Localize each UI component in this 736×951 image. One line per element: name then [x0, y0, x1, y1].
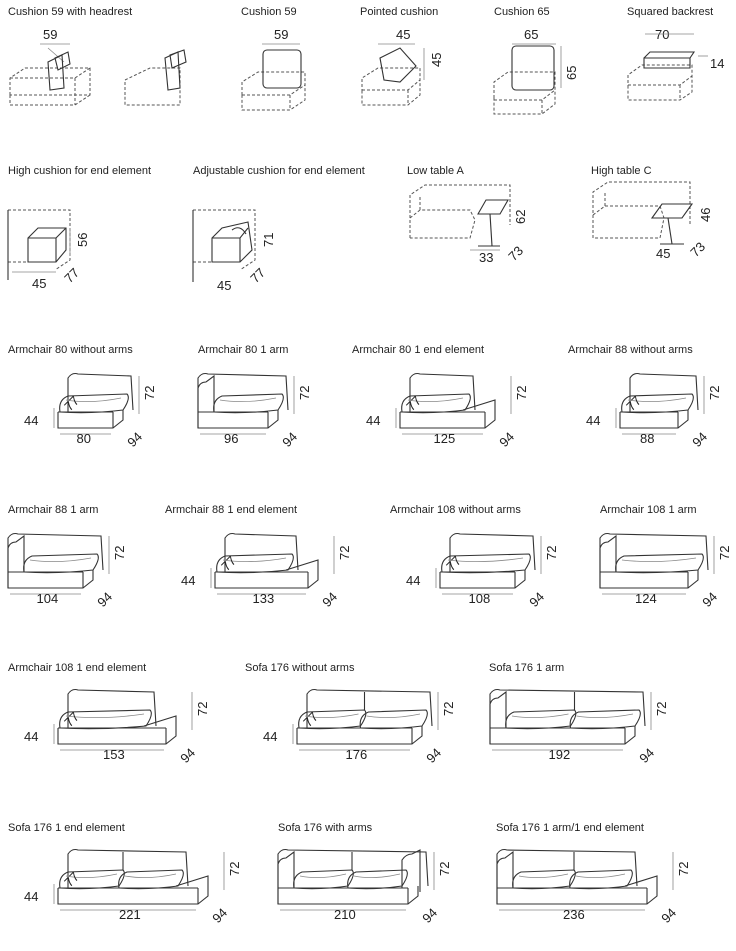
width-dimension: 45: [217, 278, 232, 293]
depth-dimension: 94: [319, 589, 341, 610]
seat-height-dimension: 44: [181, 573, 196, 588]
seat-height-dimension: 44: [366, 413, 381, 428]
depth-dimension: 94: [419, 905, 441, 926]
depth-dimension: 73: [505, 243, 527, 264]
height-dimension: 65: [564, 65, 579, 80]
height-dimension: 72: [227, 861, 242, 876]
width-dimension: 65: [524, 27, 539, 42]
item-title: Sofa 176 1 end element: [8, 822, 125, 834]
item-title: Armchair 80 without arms: [8, 344, 133, 356]
item-title: Sofa 176 with arms: [278, 822, 373, 834]
item-title: High table C: [591, 165, 652, 177]
width-dimension: 59: [274, 27, 289, 42]
item-title: Armchair 80 1 arm: [198, 344, 289, 356]
width-dimension: 176: [345, 747, 368, 762]
depth-dimension: 73: [687, 239, 709, 260]
item-title: Sofa 176 1 arm: [489, 662, 565, 674]
item-title: Armchair 88 1 arm: [8, 504, 99, 516]
height-dimension: 72: [441, 701, 456, 716]
height-dimension: 46: [698, 207, 713, 222]
item-title: Armchair 80 1 end element: [352, 344, 485, 356]
item-title: Cushion 59: [241, 6, 297, 18]
back-height-dimension: 77: [61, 393, 83, 414]
width-dimension: 59: [43, 27, 58, 42]
height-dimension: 72: [654, 701, 669, 716]
seat-height-dimension: 44: [586, 413, 601, 428]
height-dimension: 62: [513, 209, 528, 224]
depth-dimension: 94: [658, 905, 680, 926]
item-title: Armchair 108 1 arm: [600, 504, 697, 516]
back-height-dimension: 77: [403, 393, 425, 414]
height-dimension: 72: [297, 385, 312, 400]
depth-dimension: 94: [124, 429, 146, 450]
height-dimension: 72: [337, 545, 352, 560]
width-dimension: 104: [36, 591, 59, 606]
height-dimension: 71: [261, 232, 276, 247]
back-height-dimension: 77: [61, 869, 83, 890]
height-dimension: 72: [717, 545, 732, 560]
height-dimension: 72: [142, 385, 157, 400]
width-dimension: 153: [103, 747, 125, 762]
width-dimension: 133: [252, 591, 275, 606]
item-title: Armchair 88 without arms: [568, 344, 693, 356]
height-dimension: 72: [544, 545, 559, 560]
width-dimension: 45: [656, 246, 671, 261]
item-title: Cushion 65: [494, 6, 550, 18]
width-dimension: 124: [635, 591, 657, 606]
depth-dimension: 94: [423, 745, 445, 766]
height-dimension: 72: [195, 701, 210, 716]
height-dimension: 72: [676, 861, 691, 876]
height-dimension: 72: [112, 545, 127, 560]
width-dimension: 45: [396, 27, 411, 42]
width-dimension: 221: [119, 907, 141, 922]
height-dimension: 72: [707, 385, 722, 400]
depth-dimension: 94: [496, 429, 518, 450]
depth-dimension: 77: [247, 265, 269, 286]
height-dimension: 72: [514, 385, 529, 400]
width-dimension: 80: [76, 431, 91, 446]
depth-dimension: 94: [689, 429, 711, 450]
item-title: Armchair 88 1 end element: [165, 504, 298, 516]
width-dimension: 33: [479, 250, 494, 265]
width-dimension: 125: [433, 431, 456, 446]
depth-dimension: 77: [61, 265, 83, 286]
depth-dimension: 94: [177, 745, 199, 766]
item-title: Sofa 176 1 arm/1 end element: [496, 822, 644, 834]
back-height-dimension: 77: [623, 393, 645, 414]
seat-height-dimension: 44: [24, 729, 39, 744]
back-height-dimension: 77: [218, 553, 240, 574]
depth-dimension: 94: [699, 589, 721, 610]
seat-height-dimension: 44: [406, 573, 421, 588]
height-dimension: 72: [437, 861, 452, 876]
depth-dimension: 94: [636, 745, 658, 766]
item-title: Armchair 108 1 end element: [8, 662, 147, 674]
item-title: Armchair 108 without arms: [390, 504, 521, 516]
item-title: Cushion 59 with headrest: [8, 6, 133, 18]
item-title: High cushion for end element: [8, 165, 152, 177]
back-height-dimension: 77: [61, 709, 83, 730]
depth-dimension: 94: [209, 905, 231, 926]
depth-dimension: 94: [526, 589, 548, 610]
width-dimension: 108: [468, 591, 491, 606]
height-dimension: 56: [75, 232, 90, 247]
item-title: Squared backrest: [627, 6, 714, 18]
width-dimension: 45: [32, 276, 47, 291]
width-dimension: 236: [563, 907, 585, 922]
seat-height-dimension: 44: [24, 889, 39, 904]
item-title: Adjustable cushion for end element: [193, 165, 365, 177]
height-dimension: 45: [429, 52, 444, 67]
seat-height-dimension: 44: [24, 413, 39, 428]
width-dimension: 210: [334, 907, 356, 922]
back-height-dimension: 77: [300, 709, 322, 730]
item-title: Low table A: [407, 165, 464, 177]
item-title: Pointed cushion: [360, 6, 439, 18]
depth-dimension: 94: [279, 429, 301, 450]
width-dimension: 96: [224, 431, 239, 446]
width-dimension: 70: [655, 27, 670, 42]
depth-dimension: 94: [94, 589, 116, 610]
item-title: Sofa 176 without arms: [245, 662, 355, 674]
width-dimension: 192: [548, 747, 571, 762]
width-dimension: 88: [640, 431, 655, 446]
back-height-dimension: 77: [443, 553, 465, 574]
height-dimension: 14: [710, 56, 725, 71]
seat-height-dimension: 44: [263, 729, 278, 744]
